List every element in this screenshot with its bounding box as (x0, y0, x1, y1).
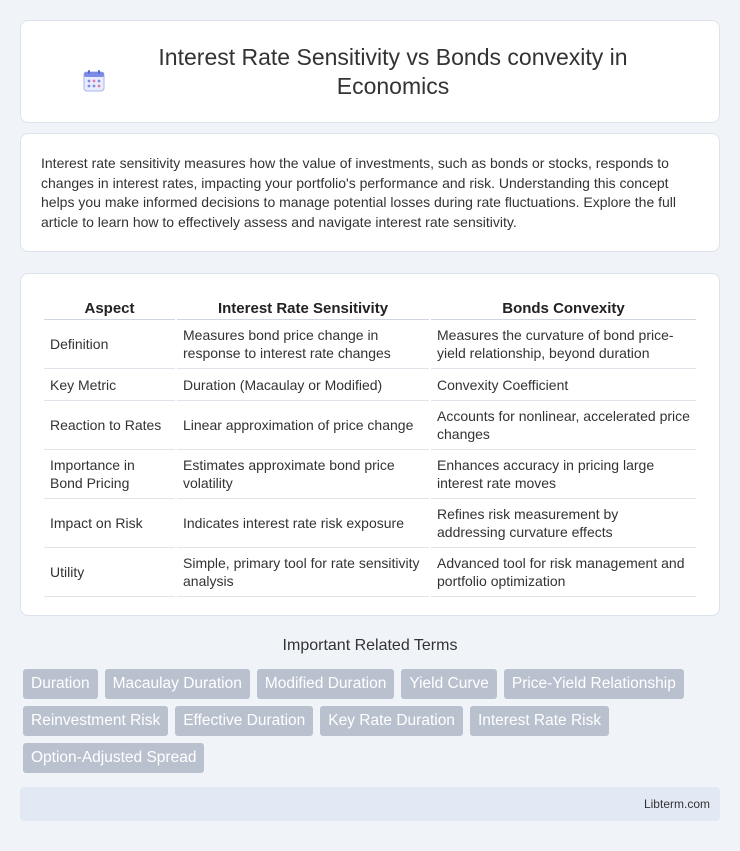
table-row (44, 499, 696, 548)
table-cell: Measures the curvature of bond price-yield relationship, beyond duration (431, 320, 696, 369)
table-cell: Refines risk measurement by addressing curvature effects (431, 499, 696, 548)
table-cell: Enhances accuracy in pricing large interest rate moves (431, 450, 696, 499)
table-cell: Convexity Coefficient (431, 369, 696, 401)
related-term-tag[interactable]: Price-Yield Relationship (504, 669, 684, 699)
footer (20, 787, 720, 821)
table-cell: Estimates approximate bond price volatility (177, 450, 429, 499)
related-term-tag[interactable]: Interest Rate Risk (470, 706, 609, 736)
intro-card (20, 133, 720, 252)
table-cell: Definition (44, 320, 175, 369)
table-cell: Accounts for nonlinear, accelerated price changes (431, 401, 696, 450)
table-cell: Utility (44, 548, 175, 597)
table-cell: Simple, primary tool for rate sensitivity analysis (177, 548, 429, 597)
related-term-tag[interactable]: Effective Duration (175, 706, 313, 736)
related-terms-title: Important Related Terms (282, 637, 458, 654)
related-term-tag[interactable]: Key Rate Duration (320, 706, 463, 736)
table-row (44, 548, 696, 597)
table-header-row (44, 296, 696, 320)
table-header-convexity: Bonds Convexity (431, 296, 696, 320)
table-row (44, 401, 696, 450)
table-cell: Reaction to Rates (44, 401, 175, 450)
header-card (20, 20, 720, 123)
table-cell: Key Metric (44, 369, 175, 401)
footer-site-link[interactable]: Libterm.com (643, 797, 710, 811)
table-cell: Impact on Risk (44, 499, 175, 548)
related-term-tag[interactable]: Macaulay Duration (105, 669, 250, 699)
table-cell: Linear approximation of price change (177, 401, 429, 450)
table-row (44, 320, 696, 369)
table-header-sensitivity: Interest Rate Sensitivity (177, 296, 429, 320)
table-row (44, 369, 696, 401)
table-header-aspect: Aspect (44, 296, 175, 320)
related-term-tag[interactable]: Modified Duration (257, 669, 394, 699)
table-row (44, 450, 696, 499)
page-title: Interest Rate Sensitivity vs Bonds convexity in Economics (158, 43, 628, 99)
table-cell: Indicates interest rate risk exposure (177, 499, 429, 548)
related-terms-list (23, 669, 723, 773)
table-cell: Measures bond price change in response to interest rate changes (177, 320, 429, 369)
calendar-icon (82, 43, 128, 98)
table-cell: Importance in Bond Pricing (44, 450, 175, 499)
related-term-tag[interactable]: Yield Curve (401, 669, 497, 699)
table-cell: Duration (Macaulay or Modified) (177, 369, 429, 401)
related-term-tag[interactable]: Option-Adjusted Spread (23, 743, 204, 773)
related-term-tag[interactable]: Duration (23, 669, 98, 699)
comparison-table (42, 296, 698, 597)
table-cell: Advanced tool for risk management and portfolio optimization (431, 548, 696, 597)
comparison-table-card (20, 273, 720, 616)
intro-text: Interest rate sensitivity measures how the value of investments, such as bonds or stocks, responds to changes in interest rates, impacting your portfolio's performance and risk. Understanding this concept helps you make informed decisions to manage potential losses during rate fluctuations. Explore the full article to learn how to effectively assess and navigate interest rate sensitivity. (41, 155, 677, 230)
related-term-tag[interactable]: Reinvestment Risk (23, 706, 168, 736)
